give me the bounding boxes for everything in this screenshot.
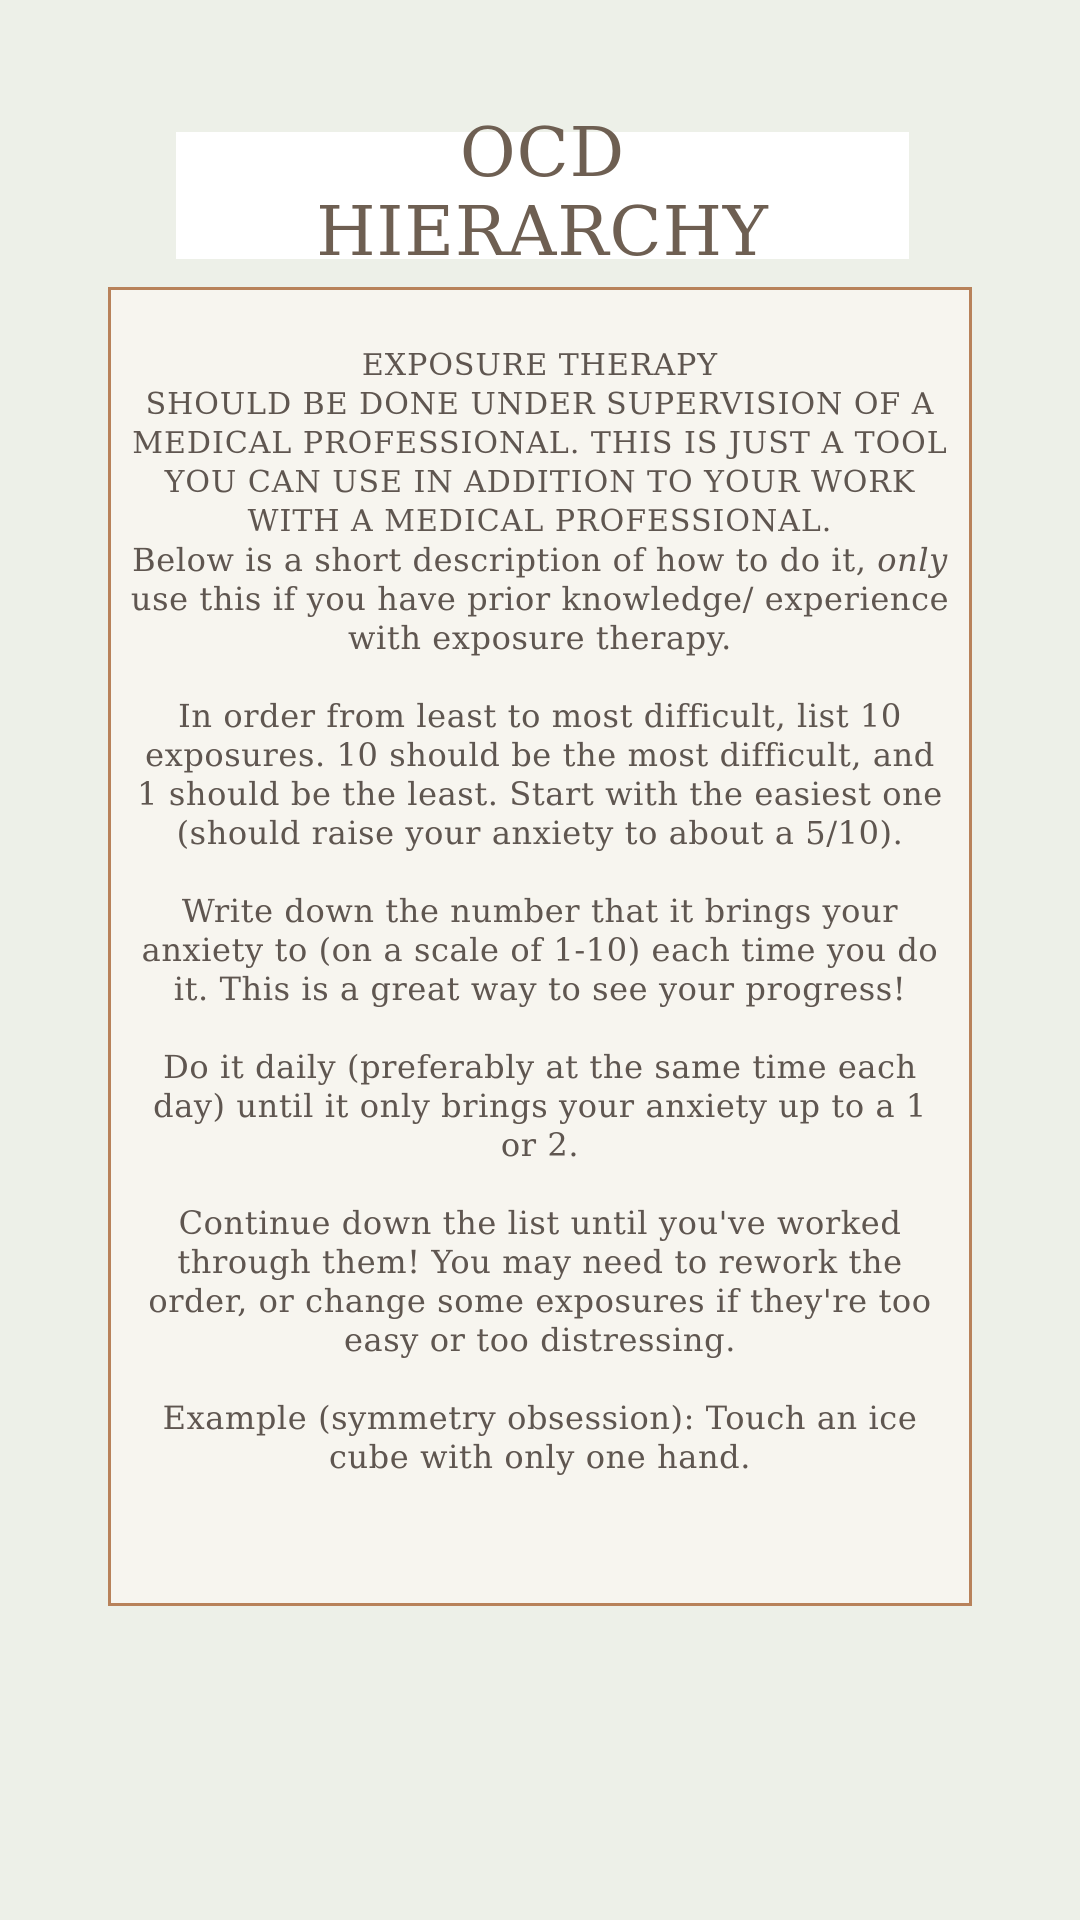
instruction-paragraph-track: Write down the number that it brings your anxiety to (on a scale of 1-10) each time you do it. This is a great way to see your progress! [141,892,939,1008]
intro-text-start: Below is a short description of how to do it, [132,541,878,579]
instruction-paragraph-list: In order from least to most difficult, list 10 exposures. 10 should be the most difficult, and 1 should be the least. Start with the easiest one (should raise your anxiety to about a 5/10). [137,697,943,852]
title-line-2: HIERARCHY [316,193,769,272]
intro-emphasis: only [877,541,948,579]
intro-text-end: use this if you have prior knowledge/ experience with exposure therapy. [130,580,950,657]
title-line-1: OCD [459,114,626,193]
instruction-paragraph-continue: Continue down the list until you've worked through them! You may need to rework the order, or change some exposures if they're too easy or too distressing. [148,1204,932,1359]
instructions-text [130,346,950,1516]
example-paragraph: Example (symmetry obsession): Touch an ice cube with only one hand. [162,1399,918,1476]
supervision-warning: SHOULD BE DONE UNDER SUPERVISION OF A MEDICAL PROFESSIONAL. THIS IS JUST A TOOL YOU CAN USE IN ADDITION TO YOUR WORK WITH A MEDICAL PROFESSIONAL. [132,387,948,539]
instruction-paragraph-daily: Do it daily (preferably at the same time each day) until it only brings your anxiety up to a 1 or 2. [153,1048,927,1164]
intro-text [130,541,950,658]
section-heading: EXPOSURE THERAPY [361,348,719,383]
intro-block [130,346,950,658]
page-title [176,114,909,272]
